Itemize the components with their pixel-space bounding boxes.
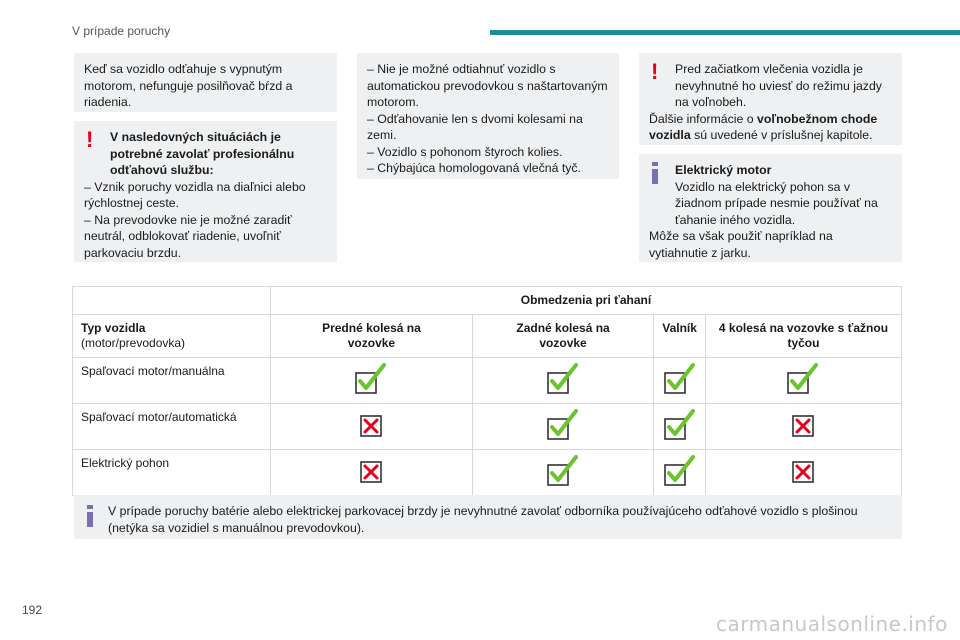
checkmark-icon <box>546 409 580 441</box>
table-row <box>73 358 902 404</box>
table-col-header: 4 kolesá na vozovke s ťažnou tyčou <box>705 315 901 358</box>
first-col-title: Typ vozidla <box>81 321 146 335</box>
table-cell <box>472 450 653 496</box>
table-cell <box>271 358 473 404</box>
checkmark-icon <box>354 363 388 395</box>
warning-text: Pred začiatkom vlečenia vozidla je nevyhnutné ho uviesť do režimu jazdy na voľnobeh. <box>675 62 882 109</box>
table-first-col-header <box>73 315 271 358</box>
info-box-electric <box>639 154 902 262</box>
table-cell <box>654 450 706 496</box>
table-group-header: Obmedzenia pri ťahaní <box>271 287 902 315</box>
list-item: – Chýbajúca homologovaná vlečná tyč. <box>367 161 581 175</box>
warning-box-neutral <box>639 53 902 145</box>
checkmark-icon <box>663 455 697 487</box>
warning-item: – Na prevodovke nie je možné zaradiť neutrál, odblokovať riadenie, uvoľniť parkovaciu brzdu. <box>84 212 292 260</box>
notice-box-towing-limits <box>357 53 619 179</box>
cross-icon <box>786 409 820 441</box>
row-label: Elektrický pohon <box>73 450 271 496</box>
warning-box-professional <box>74 121 337 262</box>
notice-text: Keď sa vozidlo odťahuje s vypnutým motorom, nefunguje posilňovač bŕzd a riadenia. <box>84 62 293 109</box>
cross-icon <box>786 455 820 487</box>
page-number: 192 <box>22 603 43 617</box>
table-cell <box>705 404 901 450</box>
checkmark-icon <box>786 363 820 395</box>
warning-item: – Vznik poruchy vozidla na diaľnici alebo rýchlostnej ceste. <box>84 179 306 210</box>
checkmark-icon <box>546 455 580 487</box>
warning-title: V nasledovných situáciách je potrebné zavolať profesionálnu odťahovú službu: <box>110 130 295 177</box>
towing-table <box>72 286 902 496</box>
info-text: V prípade poruchy batérie alebo elektrickej parkovacej brzdy je nevyhnutné zavolať odborníka používajúceho odťahové vozidlo s plošinou (netýka sa vozidiel s manuálnou prevodovkou). <box>108 504 858 535</box>
checkmark-icon <box>663 409 697 441</box>
section-title: V prípade poruchy <box>72 24 171 38</box>
info-title: Elektrický motor <box>675 163 772 177</box>
table-corner-cell <box>73 287 271 315</box>
table-cell <box>705 358 901 404</box>
info-box-battery <box>74 495 902 539</box>
table-group-header-row <box>73 287 902 315</box>
table-cell <box>654 404 706 450</box>
row-label: Spaľovací motor/manuálna <box>73 358 271 404</box>
table-col-header: Zadné kolesá na vozovke <box>472 315 653 358</box>
table-cell <box>271 450 473 496</box>
info-icon <box>651 162 659 184</box>
checkmark-icon <box>546 363 580 395</box>
first-col-subtitle: (motor/prevodovka) <box>81 336 186 350</box>
warning-icon: ! <box>86 127 94 152</box>
text-part: Ďalšie informácie o <box>649 111 757 126</box>
table-cell <box>705 450 901 496</box>
watermark: carmanualsonline.info <box>716 612 948 636</box>
table-row <box>73 450 902 496</box>
list-item: – Odťahovanie len s dvomi kolesami na zemi. <box>367 111 583 142</box>
table-header-row <box>73 315 902 358</box>
table-col-header: Valník <box>654 315 706 358</box>
table-cell <box>472 358 653 404</box>
warning-icon: ! <box>651 59 659 84</box>
table-cell <box>654 358 706 404</box>
warning-text <box>649 111 892 144</box>
cross-icon <box>354 455 388 487</box>
cross-icon <box>354 409 388 441</box>
table-row <box>73 404 902 450</box>
info-text: Môže sa však použiť napríklad na vytiahnutie z jarku. <box>649 229 833 260</box>
header-accent-bar <box>490 30 960 35</box>
info-icon <box>86 505 94 527</box>
table-col-header: Predné kolesá na vozovke <box>271 315 473 358</box>
info-text: Vozidlo na elektrický pohon sa v žiadnom prípade nesmie používať na ťahanie iného vozidla. <box>675 179 878 227</box>
text-part: sú uvedené v príslušnej kapitole. <box>690 128 873 142</box>
row-label: Spaľovací motor/automatická <box>73 404 271 450</box>
list-item: – Nie je možné odtiahnuť vozidlo s automatickou prevodovkou s naštartovaným motorom. <box>367 62 608 109</box>
list-item: – Vozidlo s pohonom štyroch kolies. <box>367 144 563 159</box>
checkmark-icon <box>663 363 697 395</box>
text-part-bold: voľnobežnom chode vozidla <box>649 111 878 142</box>
table-cell <box>472 404 653 450</box>
table-cell <box>271 404 473 450</box>
notice-box-brakes <box>74 53 337 112</box>
